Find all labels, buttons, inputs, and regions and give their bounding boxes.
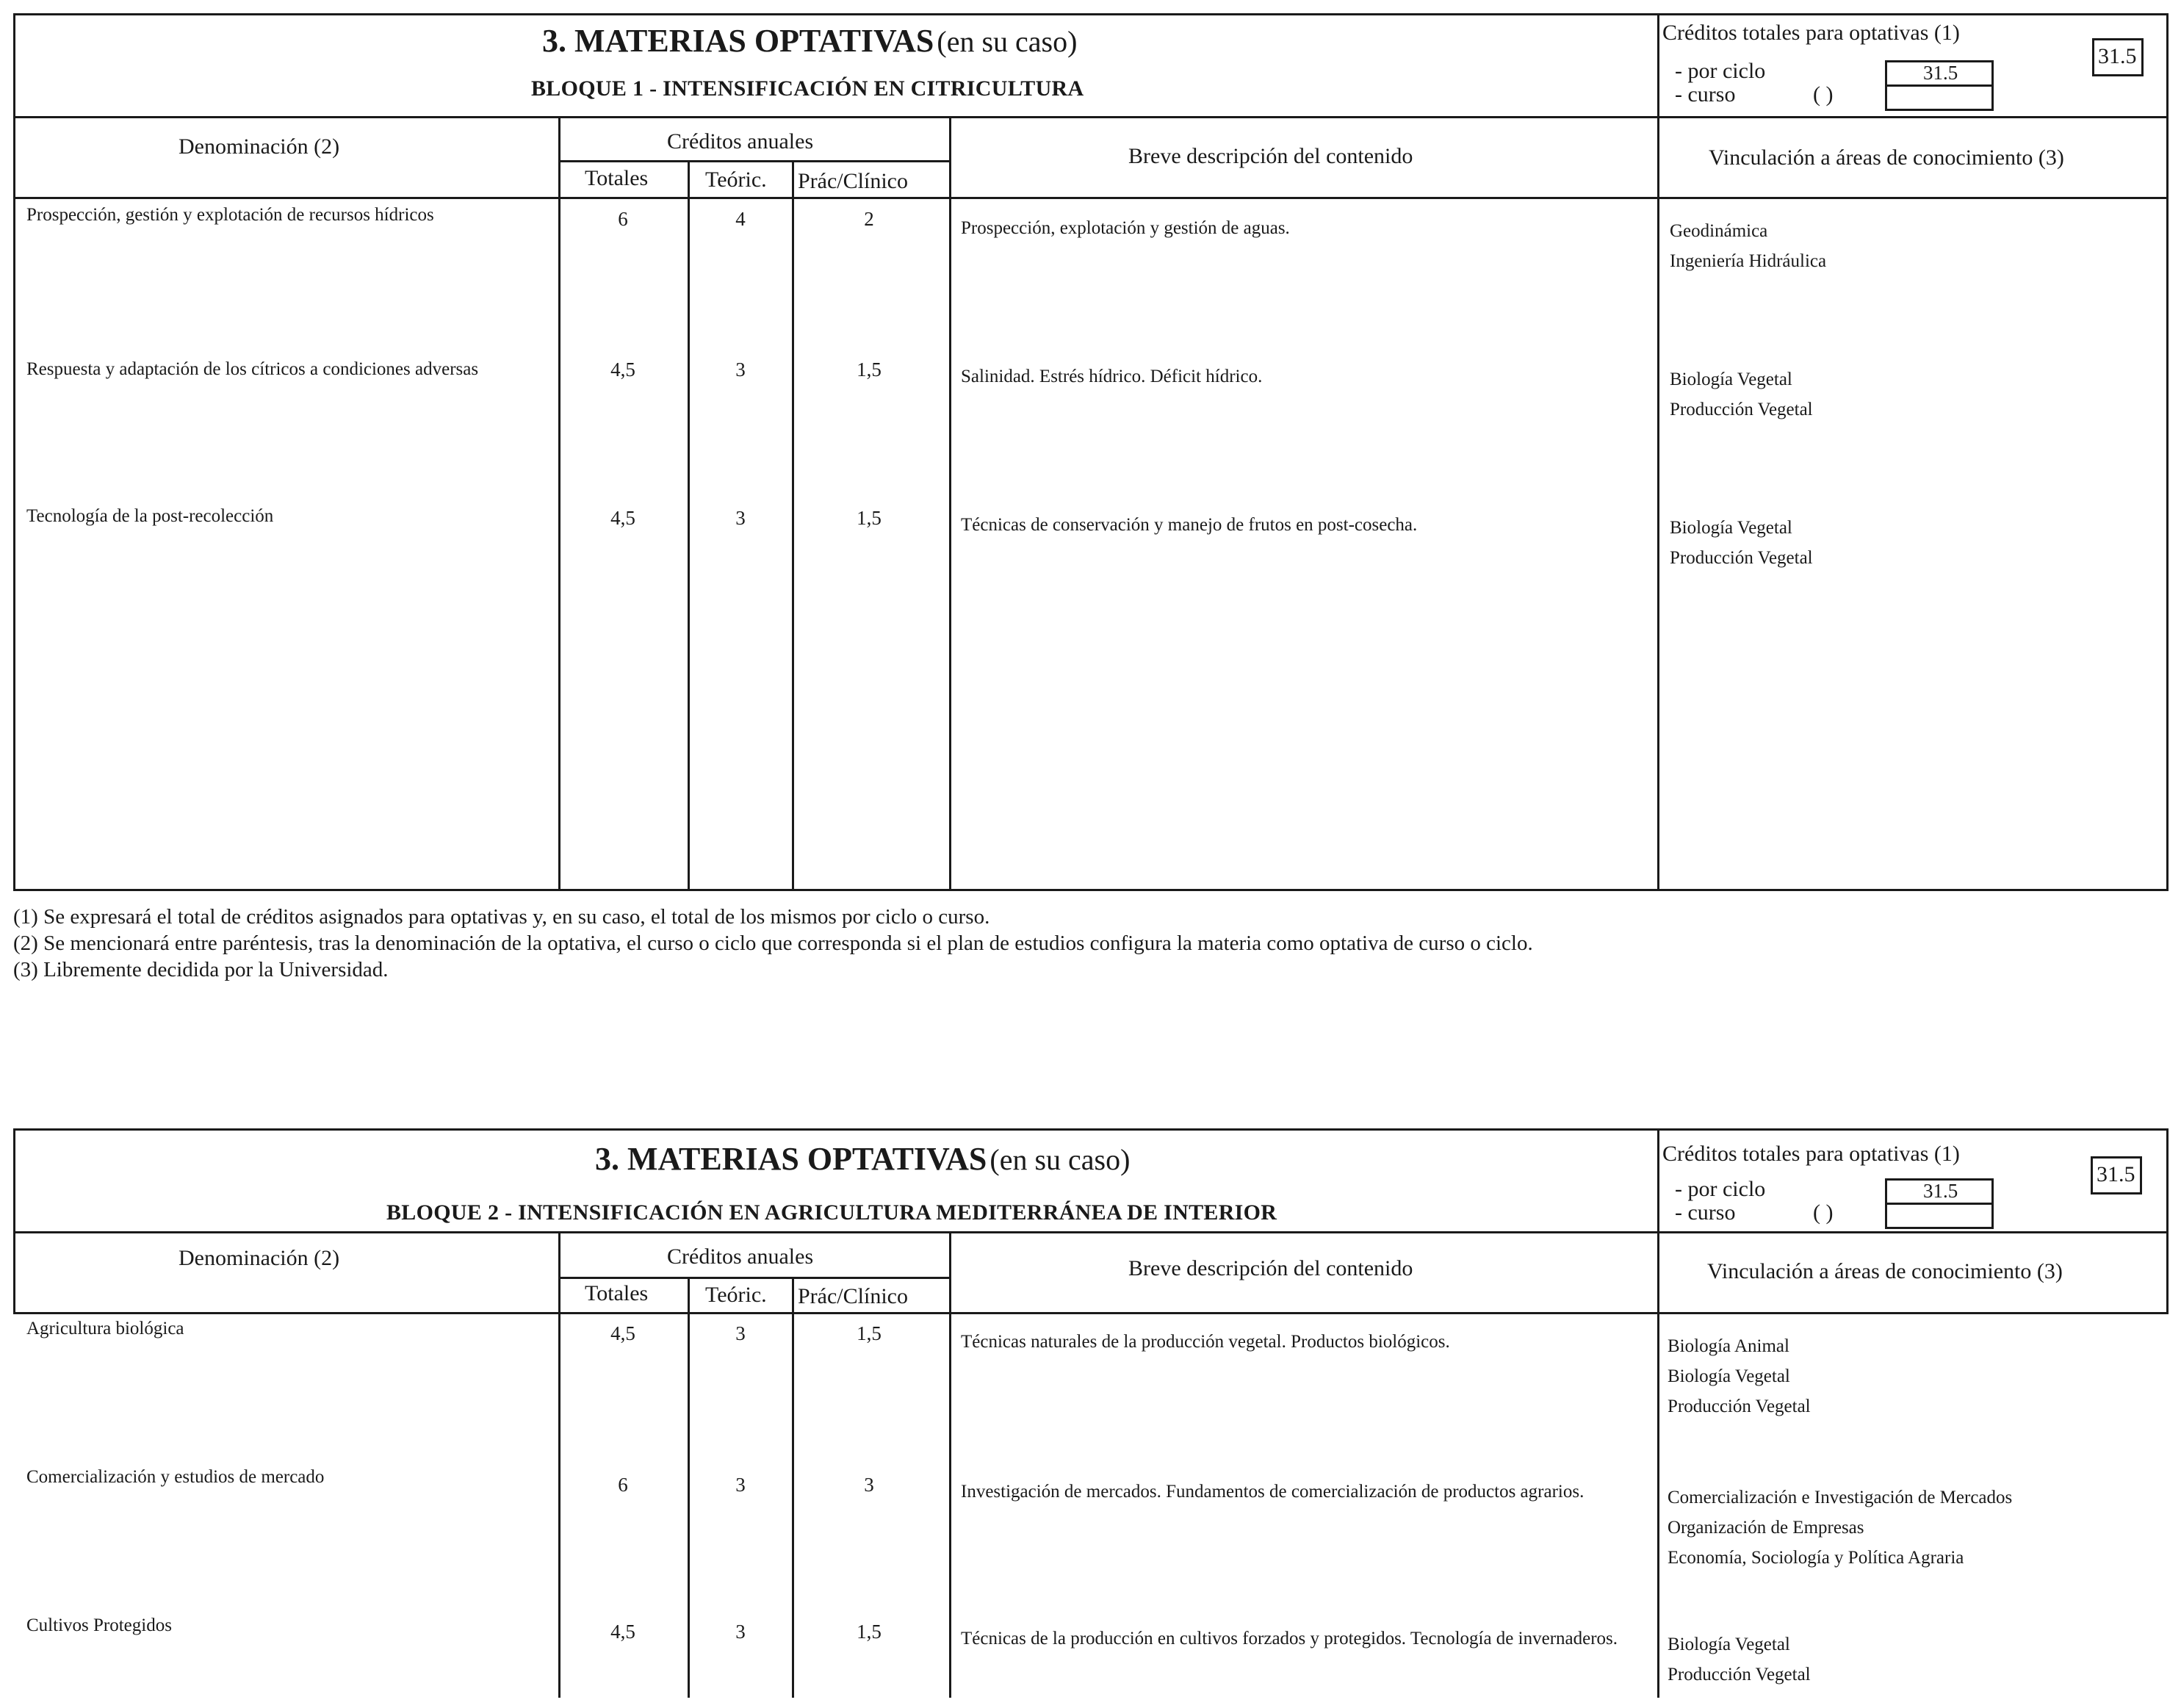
column-divider: [949, 1231, 951, 1698]
row-prac: 1,5: [857, 1621, 882, 1643]
row-teoric: 3: [735, 1322, 746, 1344]
area-item: Producción Vegetal: [1668, 1665, 1811, 1684]
column-divider: [949, 116, 951, 891]
header-denominacion: Denominación (2): [179, 1246, 340, 1270]
column-divider: [1657, 1231, 1659, 1698]
row-areas: [1670, 364, 1813, 425]
optativas-block-2: [13, 1128, 2169, 1698]
row-description: Salinidad. Estrés hídrico. Déficit hídrico.: [961, 367, 1263, 386]
row-teoric: 3: [735, 507, 746, 529]
column-divider: [558, 1231, 560, 1698]
area-item: Producción Vegetal: [1670, 400, 1813, 419]
row-prac: 1,5: [857, 507, 882, 529]
footnote: (3) Libremente decidida por la Universidad.: [13, 958, 389, 981]
header-vinculacion: Vinculación a áreas de conocimiento (3): [1709, 145, 2064, 170]
por-ciclo-label: - por ciclo: [1675, 1177, 1766, 1201]
area-item: Geodinámica: [1670, 221, 1768, 241]
divider: [13, 116, 2169, 118]
credits-label: Créditos totales para optativas (1): [1662, 21, 1960, 45]
divider: [558, 160, 951, 162]
row-name: Prospección, gestión y explotación de recursos hídricos: [26, 205, 434, 225]
row-teoric: 4: [735, 208, 746, 230]
row-totales: 4,5: [610, 358, 635, 381]
footnote: (2) Se mencionará entre paréntesis, tras la denominación de la optativa, el curso o ciclo que corresponda si el plan de estudios configura la materia como optativa de curso o ciclo.: [13, 932, 1533, 955]
row-name: Tecnología de la post-recolección: [26, 506, 274, 526]
header-creditos: Créditos anuales: [667, 1244, 814, 1269]
title-text: 3. MATERIAS OPTATIVAS: [595, 1141, 987, 1177]
title-text: 3. MATERIAS OPTATIVAS: [542, 23, 934, 59]
row-name: Respuesta y adaptación de los cítricos a condiciones adversas: [26, 359, 479, 379]
header-descripcion: Breve descripción del contenido: [1128, 144, 1413, 168]
header-denominacion: Denominación (2): [179, 134, 340, 159]
header-teoric: Teóric.: [705, 1283, 767, 1307]
divider: [2166, 1231, 2169, 1314]
por-ciclo-value: 31.5: [1923, 62, 1958, 84]
row-prac: 3: [864, 1474, 874, 1496]
divider: [13, 197, 2169, 199]
header-prac: Prác/Clínico: [798, 1284, 908, 1308]
column-divider: [688, 1277, 690, 1698]
column-divider: [792, 1277, 794, 1698]
divider: [13, 1231, 15, 1314]
optativas-block-1: [13, 13, 2169, 891]
title-paren: (en su caso): [989, 1143, 1131, 1176]
curso-label: - curso: [1675, 1200, 1736, 1225]
row-totales: 4,5: [610, 507, 635, 529]
row-description: Técnicas de la producción en cultivos forzados y protegidos. Tecnología de invernaderos.: [961, 1629, 1618, 1648]
header-vinculacion: Vinculación a áreas de conocimiento (3): [1707, 1259, 2063, 1283]
area-item: Biología Vegetal: [1668, 1635, 1790, 1654]
header-creditos: Créditos anuales: [667, 129, 814, 154]
area-item: Biología Vegetal: [1670, 518, 1792, 538]
divider: [1657, 13, 1659, 118]
area-item: Producción Vegetal: [1668, 1397, 1811, 1416]
area-item: Organización de Empresas: [1668, 1518, 1864, 1538]
row-totales: 6: [618, 1474, 628, 1496]
area-item: Producción Vegetal: [1670, 548, 1813, 568]
row-teoric: 3: [735, 1474, 746, 1496]
area-item: Biología Vegetal: [1670, 370, 1792, 389]
divider: [13, 1128, 2169, 1131]
row-totales: 4,5: [610, 1322, 635, 1344]
row-teoric: 3: [735, 1621, 746, 1643]
title-paren: (en su caso): [937, 25, 1078, 58]
column-divider: [558, 116, 560, 891]
header-prac: Prác/Clínico: [798, 169, 908, 193]
row-prac: 2: [864, 208, 874, 230]
por-ciclo-label: - por ciclo: [1675, 59, 1766, 83]
row-areas: [1668, 1482, 2012, 1573]
divider: [1657, 1128, 1659, 1233]
divider: [13, 1231, 2169, 1233]
divider: [2166, 1128, 2169, 1231]
block-subtitle: BLOQUE 2 - INTENSIFICACIÓN EN AGRICULTURA MEDITERRÁNEA DE INTERIOR: [386, 1200, 1277, 1225]
area-item: Economía, Sociología y Política Agraria: [1668, 1548, 1964, 1568]
row-description: Prospección, explotación y gestión de aguas.: [961, 218, 1290, 238]
curso-paren: ( ): [1813, 1200, 1834, 1225]
row-prac: 1,5: [857, 1322, 882, 1344]
divider: [13, 1128, 15, 1231]
column-divider: [688, 160, 690, 891]
row-teoric: 3: [735, 358, 746, 381]
row-description: Investigación de mercados. Fundamentos de comercialización de productos agrarios.: [961, 1482, 1585, 1502]
curso-paren: ( ): [1813, 82, 1834, 107]
curso-box: [1885, 84, 1994, 111]
row-totales: 6: [618, 208, 628, 230]
row-prac: 1,5: [857, 358, 882, 381]
area-item: Ingeniería Hidráulica: [1670, 251, 1827, 271]
header-totales: Totales: [585, 1281, 649, 1305]
curso-label: - curso: [1675, 82, 1736, 107]
area-item: Biología Vegetal: [1668, 1366, 1790, 1386]
row-areas: [1670, 513, 1813, 573]
page-title: [595, 1140, 1623, 1178]
credits-total-value: 31.5: [2098, 44, 2137, 68]
page-title: [542, 22, 1571, 60]
row-totales: 4,5: [610, 1621, 635, 1643]
column-divider: [1657, 116, 1659, 891]
header-teoric: Teóric.: [705, 167, 767, 192]
row-name: Comercialización y estudios de mercado: [26, 1467, 325, 1487]
credits-label: Créditos totales para optativas (1): [1662, 1142, 1960, 1166]
por-ciclo-value: 31.5: [1923, 1180, 1958, 1202]
area-item: Comercialización e Investigación de Mercados: [1668, 1488, 2013, 1507]
credits-total-value: 31.5: [2097, 1162, 2135, 1186]
header-totales: Totales: [585, 166, 649, 190]
column-divider: [792, 160, 794, 891]
row-description: Técnicas de conservación y manejo de frutos en post-cosecha.: [961, 515, 1418, 535]
block-subtitle: BLOQUE 1 - INTENSIFICACIÓN EN CITRICULTURA: [531, 76, 1084, 101]
row-areas: [1670, 216, 1826, 276]
row-areas: [1668, 1629, 1811, 1690]
area-item: Biología Animal: [1668, 1336, 1789, 1356]
divider: [13, 1312, 2169, 1314]
divider: [558, 1277, 951, 1279]
footnote: (1) Se expresará el total de créditos asignados para optativas y, en su caso, el total de los mismos por ciclo o curso.: [13, 905, 990, 929]
row-description: Técnicas naturales de la producción vegetal. Productos biológicos.: [961, 1332, 1450, 1352]
row-name: Agricultura biológica: [26, 1319, 184, 1338]
header-descripcion: Breve descripción del contenido: [1128, 1256, 1413, 1280]
row-name: Cultivos Protegidos: [26, 1615, 172, 1635]
curso-box: [1885, 1203, 1994, 1229]
row-areas: [1668, 1331, 1811, 1421]
